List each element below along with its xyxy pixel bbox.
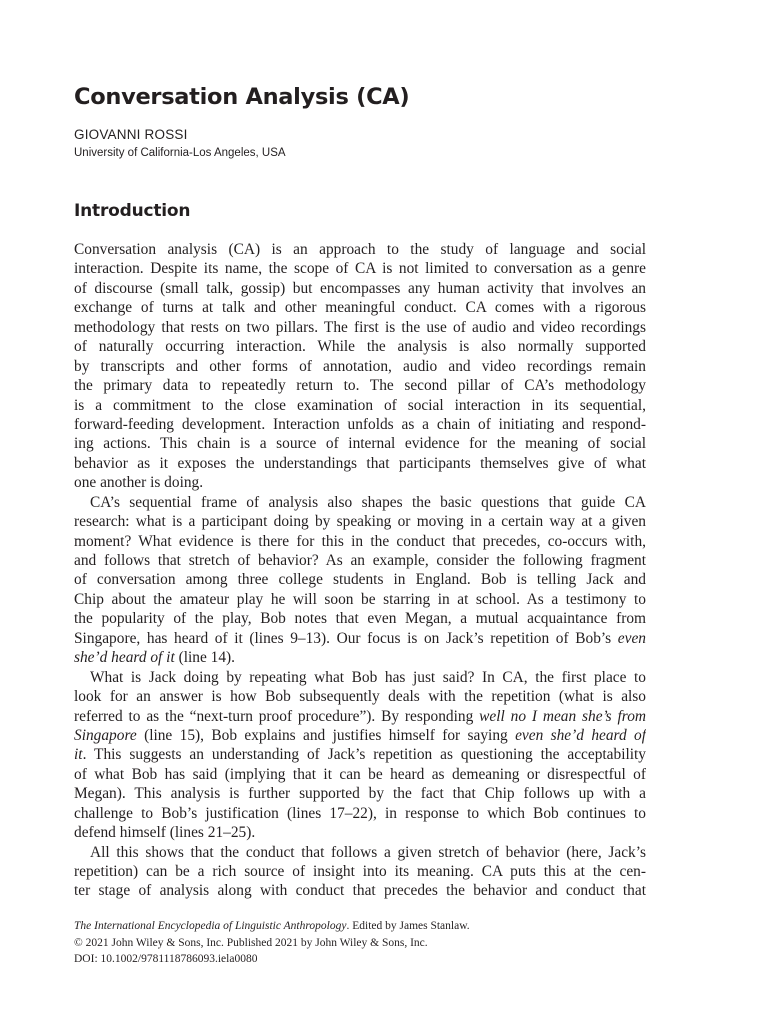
paragraph-line xyxy=(74,862,646,881)
paragraph-line xyxy=(74,687,646,706)
line-text: interaction. Despite its name, the scope of CA is not limited to conversation as a genre xyxy=(74,260,646,278)
paragraph-line xyxy=(74,843,646,862)
paragraph-line xyxy=(74,551,646,570)
paragraph-line xyxy=(74,415,646,434)
line-text: Megan). This analysis is further supported by the fact that Chip follows up with a xyxy=(74,785,646,803)
paragraph-line xyxy=(74,434,646,453)
line-text: of what Bob has said (implying that it can be heard as demeaning or disrespectful of xyxy=(74,765,646,783)
line-text: challenge to Bob’s justification (lines 17–22), in response to which Bob continues to xyxy=(74,804,646,822)
paragraph-line xyxy=(74,765,646,784)
italic-quote: even xyxy=(617,629,646,647)
paragraph-line xyxy=(74,298,646,317)
line-text: ter stage of analysis along with conduct that precedes the behavior and conduct that xyxy=(74,882,646,900)
line-text: of naturally occurring interaction. While the analysis is also normally supported xyxy=(74,338,646,356)
line-text: by transcripts and other forms of annotation, audio and video recordings remain xyxy=(74,357,646,375)
line-text: referred to as the “next-turn proof procedure”). By responding xyxy=(74,707,480,725)
line-text: Singapore, has heard of it (lines 9–13). Our focus is on Jack’s repetition of Bob’s xyxy=(74,629,618,647)
paragraph-line xyxy=(74,648,646,667)
doi-line: DOI: 10.1002/9781118786093.iela0080 xyxy=(74,953,258,965)
line-text: Conversation analysis (CA) is an approach to the study of language and social xyxy=(74,241,646,258)
italic-quote: it xyxy=(74,746,83,764)
line-text: ing actions. This chain is a source of internal evidence for the meaning of social xyxy=(74,435,646,453)
paragraph-line xyxy=(74,532,646,551)
line-text: CA’s sequential frame of analysis also shapes the basic questions that guide CA xyxy=(90,493,646,511)
paragraph-line xyxy=(74,512,646,531)
paragraph-line xyxy=(74,668,646,687)
line-text: of conversation among three college students in England. Bob is telling Jack and xyxy=(74,571,646,589)
paragraph-line xyxy=(74,609,646,628)
paragraph-line xyxy=(74,240,646,259)
author-name: GIOVANNI ROSSI xyxy=(74,127,188,142)
paragraph-line xyxy=(74,357,646,376)
article-title: Conversation Analysis (CA) xyxy=(74,84,410,110)
line-text: What is Jack doing by repeating what Bob has just said? In CA, the first place to xyxy=(90,668,646,686)
line-text: repetition) can be a rich source of insight into its meaning. CA puts this at the cen- xyxy=(74,863,646,880)
body-text xyxy=(74,240,646,901)
line-text: defend himself (lines 21–25). xyxy=(74,824,256,842)
line-text: the primary data to repeatedly return to. The second pillar of CA’s methodology xyxy=(74,377,646,395)
italic-quote: well no I mean she’s from xyxy=(479,707,646,725)
line-text: moment? What evidence is there for this in the conduct that precedes, co-occurs with, xyxy=(74,532,646,550)
paragraph-line xyxy=(74,493,646,512)
line-text: exchange of turns at talk and other meaningful conduct. CA comes with a rigorous xyxy=(74,299,646,317)
italic-quote: Singapore xyxy=(74,726,137,744)
citation-line xyxy=(74,918,470,935)
paragraph-line xyxy=(74,823,646,842)
line-text: Chip about the amateur play he will soon be starring in at school. As a testimony to xyxy=(74,590,646,608)
paragraph-line xyxy=(74,804,646,823)
line-text: forward-feeding development. Interaction unfolds as a chain of initiating and respond- xyxy=(74,415,646,433)
author-affiliation: University of California-Los Angeles, USA xyxy=(74,147,286,159)
line-text: (line 14). xyxy=(174,649,236,667)
paragraph-line xyxy=(74,726,646,745)
paragraph-line xyxy=(74,784,646,803)
paragraph-line xyxy=(74,376,646,395)
paragraph-line xyxy=(74,707,646,726)
paragraph-line xyxy=(74,454,646,473)
paragraph-line xyxy=(74,745,646,764)
line-text: (line 15), Bob explains and justifies himself for saying xyxy=(136,726,516,744)
encyclopedia-title: The International Encyclopedia of Linguistic Anthropology xyxy=(74,920,347,932)
paragraph-line xyxy=(74,570,646,589)
line-text: look for an answer is how Bob subsequently deals with the repetition (what is also xyxy=(74,688,646,706)
paragraph-line xyxy=(74,590,646,609)
paragraph-line xyxy=(74,279,646,298)
copyright-line: © 2021 John Wiley & Sons, Inc. Published 2021 by John Wiley & Sons, Inc. xyxy=(74,936,428,949)
line-text: of discourse (small talk, gossip) but encompasses any human activity that involves an xyxy=(74,279,646,297)
line-text: research: what is a participant doing by speaking or moving in a certain way at a given xyxy=(74,513,646,531)
paragraph-line xyxy=(74,396,646,415)
line-text: All this shows that the conduct that follows a given stretch of behavior (here, Jack’s xyxy=(90,843,646,861)
paragraph-line xyxy=(74,629,646,648)
italic-quote: she’d heard of it xyxy=(74,649,175,667)
line-text: behavior as it exposes the understandings that participants themselves give of what xyxy=(74,454,646,472)
paragraph-line xyxy=(74,337,646,356)
paragraph-line xyxy=(74,881,646,900)
paragraph-line xyxy=(74,259,646,278)
line-text: . This suggests an understanding of Jack’s repetition as questioning the acceptability xyxy=(82,746,646,764)
line-text: one another is doing. xyxy=(74,474,204,492)
paragraph-line xyxy=(74,318,646,337)
italic-quote: even she’d heard of xyxy=(515,726,646,744)
line-text: and follows that stretch of behavior? As an example, consider the following fragment xyxy=(74,552,646,569)
line-text: is a commitment to the close examination of social interaction in its sequential, xyxy=(74,396,646,414)
paragraph-line xyxy=(74,473,646,492)
line-text: methodology that rests on two pillars. The first is the use of audio and video recordings xyxy=(74,318,646,336)
section-heading: Introduction xyxy=(74,201,191,221)
page-footer xyxy=(74,918,470,968)
editor-credit: . Edited by James Stanlaw. xyxy=(346,920,470,932)
line-text: the popularity of the play, Bob notes that even Megan, a mutual acquaintance from xyxy=(74,610,646,628)
